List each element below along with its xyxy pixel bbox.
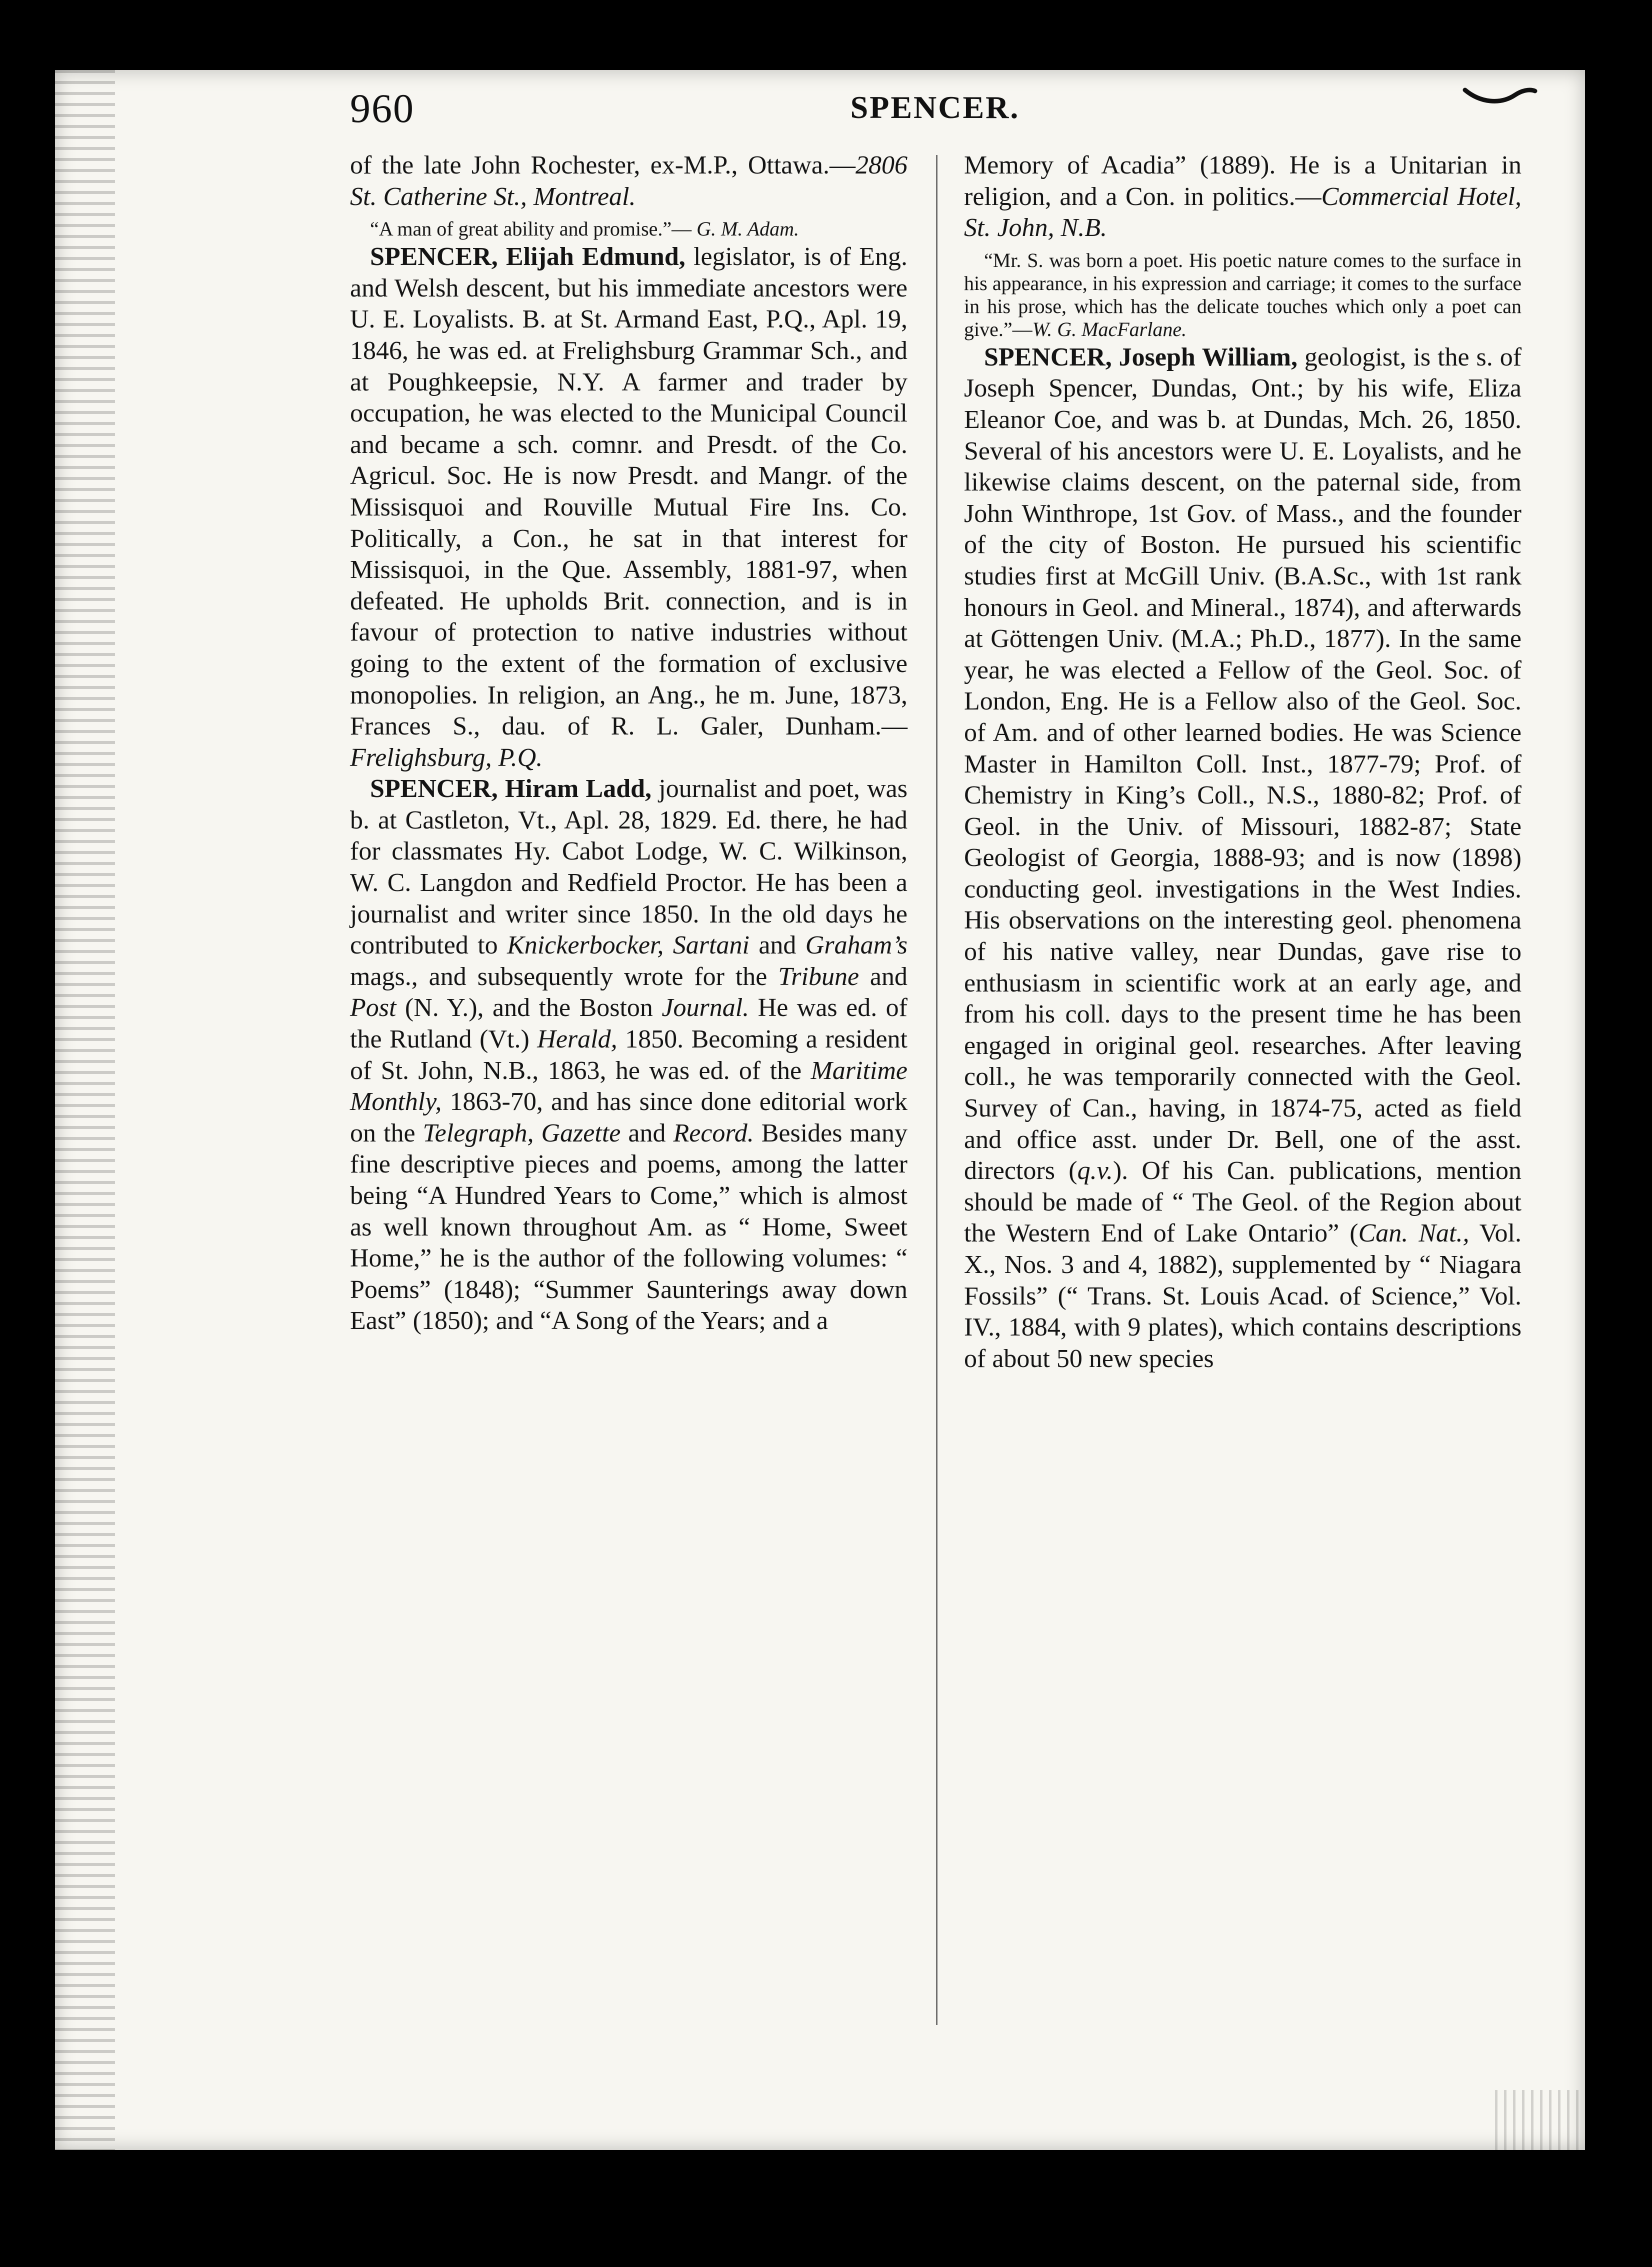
text-columns	[350, 150, 1522, 2030]
quote-macfarlane: “Mr. S. was born a poet. His poetic nature comes to the surface in his appearance, in his expression and carriage; it comes to the surface in his prose, which has the delicate touches which only a poet can give.”—W. G. MacFarlane.	[964, 248, 1522, 340]
page-header	[350, 85, 1520, 145]
scan-corner-noise	[1495, 2090, 1585, 2150]
quote-adam: “A man of great ability and promise.”— G. M. Adam.	[370, 218, 799, 240]
entry-spencer-elijah-edmund: SPENCER, Elijah Edmund, legislator, is of Eng. and Welsh descent, but his immediate ancestors were U. E. Loyalists. B. at St. Armand East, P.Q., Apl. 19, 1846, he was ed. at Frelighsburg Grammar Sch., and at Poughkeepsie, N.Y. A farmer and trader by occupation, he was elected to the Municipal Council and became a sch. comnr. and Presdt. of the Co. Agricul. Soc. He is now Presdt. and Mangr. of the Missisquoi and Rouville Mutual Fire Ins. Co. Politically, a Con., he sat in that interest for Missisquoi, in the Que. Assembly, 1881-97, when defeated. He upholds Brit. connection, and is in favour of protection to native industries without going to the extent of the formation of exclusive monopolies. In religion, an Ang., he m. June, 1873, Frances S., dau. of R. L. Galer, Dunham.—Frelighsburg, P.Q.	[350, 242, 908, 772]
page-number: 960	[350, 86, 414, 131]
continued-entry-right: Memory of Acadia” (1889). He is a Unitarian in religion, and a Con. in politics.—Commercial Hotel, St. John, N.B.	[964, 151, 1522, 242]
hook-mark-icon	[1460, 75, 1540, 115]
left-column	[350, 150, 908, 2030]
column-divider	[936, 155, 938, 2025]
right-column	[964, 150, 1522, 2030]
scan-edge-noise	[55, 70, 115, 2150]
continued-entry: of the late John Rochester, ex-M.P., Ottawa.—2806 St. Catherine St., Montreal.	[350, 151, 908, 211]
running-head: SPENCER.	[850, 90, 1020, 125]
entry-spencer-joseph-william: SPENCER, Joseph William, geologist, is the s. of Joseph Spencer, Dundas, Ont.; by his wife, Eliza Eleanor Coe, and was b. at Dundas, Mch. 26, 1850. Several of his ancestors were U. E. Loyalists, and he likewise claims descent, on the paternal side, from John Winthrope, 1st Gov. of Mass., and the founder of the city of Boston. He pursued his scientific studies first at McGill Univ. (B.A.Sc., with 1st rank honours in Geol. and Mineral., 1874), and afterwards at Göttengen Univ. (M.A.; Ph.D., 1877). In the same year, he was elected a Fellow of the Geol. Soc. of London, Eng. He is a Fellow also of the Geol. Soc. of Am. and of other learned bodies. He was Science Master in Hamilton Coll. Inst., 1877-79; Prof. of Chemistry in King’s Coll., N.S., 1880-82; Prof. of Geol. in the Univ. of Missouri, 1882-87; State Geologist of Georgia, 1888-93; and is now (1898) conducting geol. investigations in the West Indies. His observations on the interesting geol. phenomena of his native valley, near Dundas, gave rise to enthusiasm in scientific work at an early age, and from his coll. days to the present time he has been engaged in original geol. researches. After leaving coll., he was temporarily connected with the Geol. Survey of Can., having, in 1874-75, acted as field and office asst. under Dr. Bell, one of the asst. directors (q.v.). Of his Can. publications, mention should be made of “ The Geol. of the Region about the Western End of Lake Ontario” (Can. Nat., Vol. X., Nos. 3 and 4, 1882), supplemented by “ Niagara Fossils” (“ Trans. St. Louis Acad. of Science,” Vol. IV., 1884, with 9 plates), which contains descriptions of about 50 new species	[964, 342, 1522, 1373]
entry-spencer-hiram-ladd: SPENCER, Hiram Ladd, journalist and poet, was b. at Castleton, Vt., Apl. 28, 1829. Ed. there, he had for classmates Hy. Cabot Lodge, W. C. Wilkinson, W. C. Langdon and Redfield Proctor. He has been a journalist and writer since 1850. In the old days he contributed to Knickerbocker, Sartani and Graham’s mags., and subsequently wrote for the Tribune and Post (N. Y.), and the Boston Journal. He was ed. of the Rutland (Vt.) Herald, 1850. Becoming a resident of St. John, N.B., 1863, he was ed. of the Maritime Monthly, 1863-70, and has since done editorial work on the Telegraph, Gazette and Record. Besides many fine descriptive pieces and poems, among the latter being “A Hundred Years to Come,” which is almost as well known throughout Am. as “ Home, Sweet Home,” he is the author of the following volumes: “ Poems” (1848); “Summer Saunterings away down East” (1850); and “A Song of the Years; and a	[350, 774, 908, 1336]
